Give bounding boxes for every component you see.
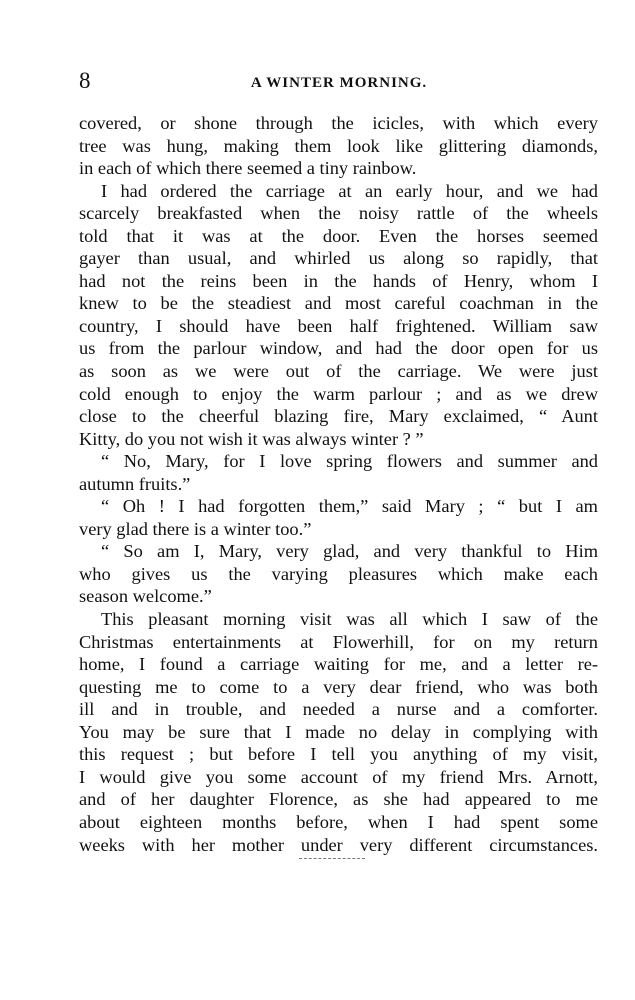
text-line: who gives us the varying pleasures which make each (79, 563, 598, 584)
running-head: A WINTER MORNING. (250, 75, 428, 91)
text-line: had not the reins been in the hands of Henry, whom I (79, 270, 598, 291)
text-line: You may be sure that I made no delay in complying with (79, 721, 598, 742)
text-line: country, I should have been half frightened. William saw (79, 315, 598, 336)
text-line: scarcely breakfasted when the noisy rattle of the wheels (79, 203, 598, 224)
text-line: autumn fruits.” (79, 473, 191, 494)
text-line: “ No, Mary, for I love spring flowers and summer and (101, 451, 598, 472)
text-line: weeks with her mother under very different circumstances. (79, 834, 598, 855)
body-text (79, 112, 598, 856)
page-number: 8 (79, 68, 91, 93)
text-line: This pleasant morning visit was all which I saw of the (101, 609, 598, 630)
text-line: I would give you some account of my friend Mrs. Arnott, (79, 766, 598, 787)
text-line: covered, or shone through the icicles, with which every (79, 113, 598, 133)
text-line: “ So am I, Mary, very glad, and very thankful to Him (101, 541, 598, 562)
text-line: Christmas entertainments at Flowerhill, for on my return (79, 631, 598, 652)
text-line: very glad there is a winter too.” (79, 518, 312, 539)
text-line: about eighteen months before, when I had spent some (79, 811, 598, 832)
text-line: and of her daughter Florence, as she had appeared to me (79, 789, 598, 810)
text-line: us from the parlour window, and had the door open for us (79, 338, 598, 359)
text-line: Kitty, do you not wish it was always winter ? ” (79, 428, 424, 449)
text-line: this request ; but before I tell you anything of my visit, (79, 744, 598, 765)
text-line: told that it was at the door. Even the horses seemed (79, 225, 598, 246)
text-line: home, I found a carriage waiting for me, and a letter re- (79, 654, 598, 675)
text-line: in each of which there seemed a tiny rainbow. (79, 158, 417, 179)
text-line: as soon as we were out of the carriage. We were just (79, 361, 598, 382)
text-line: tree was hung, making them look like glittering diamonds, (79, 135, 598, 156)
text-line: cold enough to enjoy the warm parlour ; and as we drew (79, 383, 598, 404)
page-header (79, 66, 599, 96)
text-line: “ Oh ! I had forgotten them,” said Mary ; “ but I am (101, 496, 598, 517)
text-line: questing me to come to a very dear friend, who was both (79, 676, 598, 697)
text-line: I had ordered the carriage at an early hour, and we had (101, 180, 598, 201)
text-line: season welcome.” (79, 586, 212, 607)
section-end-rule (299, 858, 365, 859)
text-line: close to the cheerful blazing fire, Mary exclaimed, “ Aunt (79, 406, 598, 427)
text-line: gayer than usual, and whirled us along so rapidly, that (79, 248, 598, 269)
text-line: ill and in trouble, and needed a nurse and a comforter. (79, 699, 598, 720)
text-line: knew to be the steadiest and most careful coachman in the (79, 293, 598, 314)
